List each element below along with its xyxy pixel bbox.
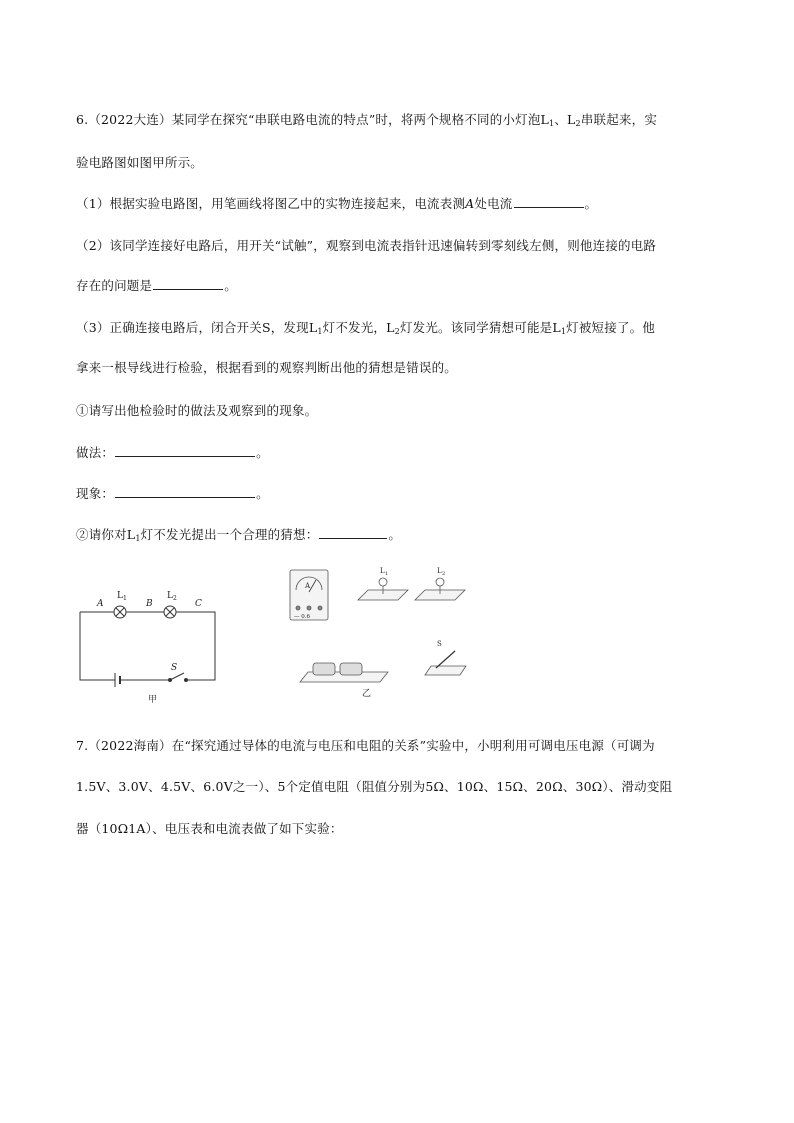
phenomenon-blank[interactable]: [115, 496, 255, 498]
punct: 。: [256, 486, 269, 501]
subscript: 1: [560, 327, 567, 336]
q6-text: 、L: [554, 112, 576, 127]
q6-part3-line1: [76, 318, 655, 336]
method-blank[interactable]: [115, 455, 255, 457]
point-a-label: A: [97, 599, 104, 609]
l2-sub: 2: [173, 595, 177, 602]
bulb-l2-photo-icon: [436, 578, 444, 586]
subscript: 2: [575, 119, 581, 128]
battery-cell-icon: [313, 663, 335, 675]
method-label: 做法：: [76, 445, 115, 460]
answer-blank[interactable]: [514, 206, 584, 208]
q6-part3-text: 灯不发光，L: [322, 320, 395, 335]
switch-lever-icon: [436, 651, 455, 668]
switch-base: [425, 666, 466, 675]
circuit-diagram-jia: [80, 606, 215, 687]
bulb-l1-photo-icon: [379, 578, 387, 586]
q6-part2-line1: （2）该同学连接好电路后，用开关“试触”，观察到电流表指针迅速偏转到零刻线左侧，则他连接的电路: [76, 238, 657, 253]
q6-sub2: [76, 525, 401, 543]
ammeter-a-label: A: [305, 582, 311, 590]
photo-switch-label: S: [437, 640, 442, 648]
q6-sub1: ①请写出他检验时的做法及观察到的现象。: [76, 403, 318, 418]
subscript: 1: [549, 119, 555, 128]
answer-blank[interactable]: [153, 288, 223, 290]
circuit-figure: [70, 560, 470, 710]
subscript: 1: [317, 327, 323, 336]
q6-method: [76, 443, 269, 461]
photo-l1-sub: 1: [385, 571, 389, 577]
q6-text: 6.（2022大连）某同学在探究“串联电路电流的特点”时，将两个规格不同的小灯泡L: [76, 112, 550, 127]
point-b-label: B: [146, 599, 153, 609]
q6-part3-line2: 拿来一根导线进行检验，根据看到的观察判断出他的猜想是错误的。: [76, 360, 458, 375]
point-c-label: C: [195, 599, 202, 609]
q7-line-1: 7.（2022海南）在“探究通过导体的电流与电压和电阻的关系”实验中，小明利用可调电压电源（可调为: [76, 738, 655, 753]
guess-blank[interactable]: [319, 537, 387, 539]
figure-label-jia: 甲: [148, 695, 158, 705]
ammeter-terminal: [318, 606, 322, 610]
apparatus-yi: [290, 570, 466, 682]
photo-l2-sub: 2: [442, 571, 446, 577]
q6-part3-text: 灯被短接了。他: [566, 320, 656, 335]
ammeter-terminal: [296, 606, 300, 610]
photo-l1-label: L: [380, 567, 385, 575]
q6-sub2-text: ②请你对L: [76, 527, 136, 542]
q6-part2-text: 存在的问题是: [76, 278, 153, 293]
punct: 。: [584, 196, 598, 211]
ammeter-terminal-labels: — 0.6: [294, 614, 310, 620]
wire: [80, 612, 115, 680]
ammeter-body: [290, 570, 328, 620]
q6-line-1: [76, 110, 657, 128]
ammeter-terminal: [307, 606, 311, 610]
l1-label: L: [117, 591, 123, 601]
q6-phenomenon: [76, 484, 269, 502]
switch-label: S: [171, 663, 178, 673]
q6-part1-text: （1）根据实验电路图，用笔画线将图乙中的实物连接起来，电流表测: [76, 196, 466, 211]
q7-line-2: 1.5V、3.0V、4.5V、6.0V之一）、5个定值电阻（阻值分别为5Ω、10Ω、15Ω、20Ω、30Ω）、滑动变阻: [76, 779, 673, 794]
punct: 。: [256, 445, 269, 460]
figure-label-yi: 乙: [362, 689, 372, 699]
q6-sub2-text: 灯不发光提出一个合理的猜想：: [140, 527, 319, 542]
q6-part1-text: 处电流: [474, 196, 513, 211]
q6-part1: [76, 194, 597, 212]
l2-label: L: [167, 591, 173, 601]
q6-part2-line2: [76, 276, 237, 294]
q6-text: 串联起来，实: [580, 112, 658, 127]
q6-line-2: 验电路图如图甲所示。: [76, 155, 204, 170]
q6-part3-text: 灯发光。该同学猜想可能是L: [399, 320, 561, 335]
l1-sub: 1: [123, 595, 127, 602]
punct: 。: [224, 278, 237, 293]
circuit-svg: [70, 560, 470, 710]
subscript: 1: [135, 534, 141, 543]
phenomenon-label: 现象：: [76, 486, 115, 501]
photo-l2-label: L: [437, 567, 442, 575]
subscript: 2: [394, 327, 400, 336]
battery-cell-icon: [340, 663, 362, 675]
switch-blade: [170, 673, 184, 680]
q7-line-3: 器（10Ω1A）、电压表和电流表做了如下实验：: [76, 821, 343, 836]
point-a-var: A: [465, 196, 475, 211]
punct: 。: [388, 527, 402, 542]
wire: [80, 612, 215, 680]
q6-part3-text: （3）正确连接电路后，闭合开关S，发现L: [76, 320, 318, 335]
